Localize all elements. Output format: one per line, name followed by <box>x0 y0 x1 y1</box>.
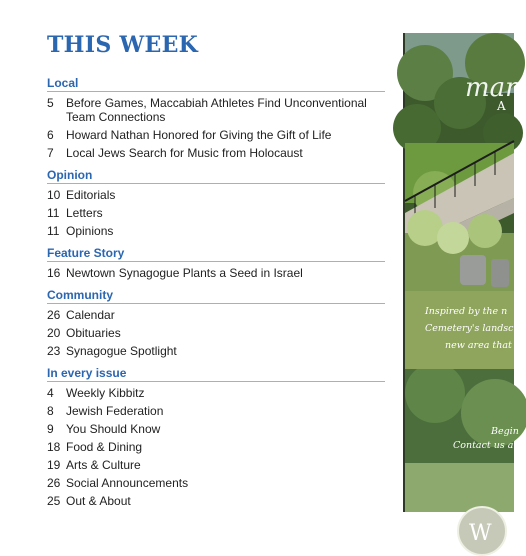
ad-contact-line: Contact us at 6 <box>453 440 526 451</box>
toc-entry[interactable] <box>47 224 385 238</box>
toc-entry[interactable] <box>47 476 385 490</box>
article-title: Howard Nathan Honored for Giving the Gift of Life <box>66 128 332 142</box>
article-title: Out & About <box>66 494 131 508</box>
toc-entry[interactable] <box>47 326 385 340</box>
page-number: 4 <box>47 386 54 400</box>
section-heading: Opinion <box>47 168 385 184</box>
ad-green-banner <box>405 291 520 369</box>
ad-banner-line: new area that r <box>445 340 520 351</box>
toc-entry[interactable] <box>47 494 385 508</box>
page-number: 5 <box>47 96 54 110</box>
ad-logo-letter: W <box>469 521 492 546</box>
article-title: Food & Dining <box>66 440 143 454</box>
toc-section <box>47 76 385 160</box>
article-title: You Should Know <box>66 422 161 436</box>
page-number: 23 <box>47 344 61 358</box>
ad-contact-text <box>405 425 526 453</box>
page-number: 9 <box>47 422 54 436</box>
toc-entry[interactable] <box>47 422 385 436</box>
toc-section <box>47 246 385 280</box>
article-title: Obituaries <box>66 326 121 340</box>
toc-entry[interactable] <box>47 344 385 358</box>
ad-contact-line: Begin <box>491 426 519 437</box>
toc-entry[interactable] <box>47 458 385 472</box>
toc-entry[interactable] <box>47 96 385 124</box>
section-heading: Feature Story <box>47 246 385 262</box>
article-title: Editorials <box>66 188 116 202</box>
page-number: 6 <box>47 128 54 142</box>
page-number: 11 <box>47 224 60 238</box>
article-title: Jewish Federation <box>66 404 164 418</box>
ad-banner-line: Cemetery's landsc <box>425 323 514 334</box>
toc-section <box>47 168 385 238</box>
section-heading: Local <box>47 76 385 92</box>
article-title: Newtown Synagogue Plants a Seed in Israel <box>66 266 303 280</box>
section-heading: Community <box>47 288 385 304</box>
ad-banner-line: Inspired by the n <box>425 306 508 317</box>
article-title: Weekly Kibbitz <box>66 386 145 400</box>
page-number: 7 <box>47 146 54 160</box>
article-title: Calendar <box>66 308 115 322</box>
toc-entry[interactable] <box>47 266 385 280</box>
section-heading: In every issue <box>47 366 385 382</box>
article-title: Local Jews Search for Music from Holocaust <box>66 146 303 160</box>
toc-entry[interactable] <box>47 440 385 454</box>
ad-caps-subtitle: A <box>497 99 509 113</box>
page-number: 26 <box>47 476 61 490</box>
article-title: Arts & Culture <box>66 458 141 472</box>
page-number: 16 <box>47 266 61 280</box>
ad-script-title: man <box>465 73 522 103</box>
toc-entry[interactable] <box>47 146 385 160</box>
article-title: Social Announcements <box>66 476 189 490</box>
toc-section <box>47 288 385 358</box>
toc-entry[interactable] <box>47 128 385 142</box>
toc-sections <box>47 76 385 508</box>
article-title: Before Games, Maccabiah Athletes Find Unconventional Team Connections <box>66 96 367 124</box>
toc-entry[interactable] <box>47 386 385 400</box>
toc-section <box>47 366 385 508</box>
article-title: Opinions <box>66 224 114 238</box>
page-number: 20 <box>47 326 61 340</box>
page-number: 25 <box>47 494 61 508</box>
toc-entry[interactable] <box>47 188 385 202</box>
page-number: 18 <box>47 440 61 454</box>
toc-entry[interactable] <box>47 404 385 418</box>
article-title: Letters <box>66 206 103 220</box>
page-title: THIS WEEK <box>47 32 199 58</box>
page-number: 10 <box>47 188 61 202</box>
page-number: 8 <box>47 404 54 418</box>
table-of-contents <box>47 32 385 516</box>
article-title: Synagogue Spotlight <box>66 344 177 358</box>
page-number: 26 <box>47 308 61 322</box>
toc-entry[interactable] <box>47 206 385 220</box>
cemetery-advertisement[interactable] <box>403 33 526 546</box>
page-number: 11 <box>47 206 60 220</box>
toc-entry[interactable] <box>47 308 385 322</box>
page-number: 19 <box>47 458 61 472</box>
